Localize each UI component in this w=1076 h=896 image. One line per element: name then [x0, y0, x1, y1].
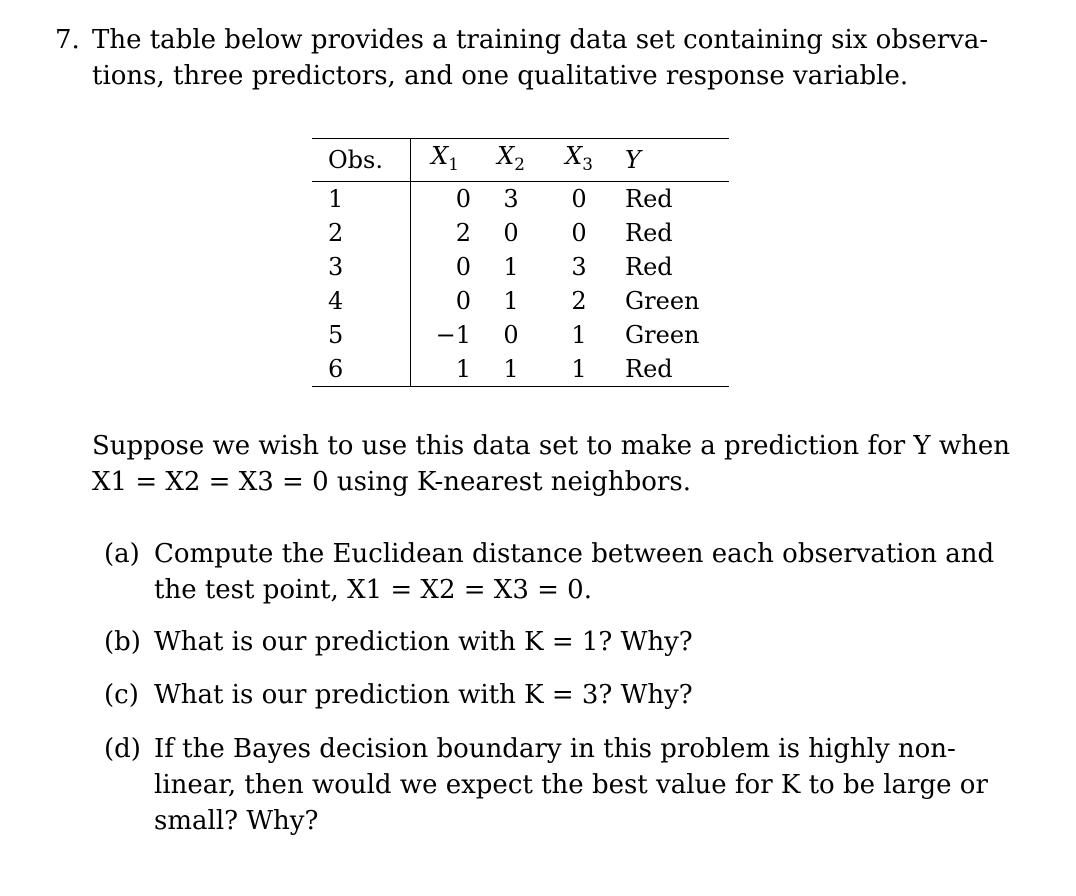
cell-x2: 0 — [503, 218, 519, 247]
table-header-row — [312, 139, 729, 182]
cell-x2: 1 — [503, 286, 519, 315]
cell-x1: 0 — [455, 184, 471, 213]
question-b-text — [154, 624, 693, 660]
cell-x3: 1 — [571, 354, 587, 383]
header-y: Y — [613, 139, 729, 182]
question-a-text — [154, 536, 994, 608]
table-row — [312, 250, 729, 284]
question-d-line-2: linear, then would we expect the best value for K to be large or — [154, 770, 988, 800]
cell-obs: 5 — [312, 318, 411, 352]
cell-x1: −1 — [435, 320, 471, 349]
question-d-line-1: If the Bayes decision boundary in this problem is highly non- — [154, 734, 956, 764]
cell-y: Red — [625, 252, 673, 281]
cell-x3: 2 — [571, 286, 587, 315]
cell-y: Green — [625, 286, 700, 315]
problem-intro — [92, 22, 989, 94]
table-row — [312, 318, 729, 352]
cell-obs: 3 — [312, 250, 411, 284]
cell-obs: 6 — [312, 352, 411, 387]
table-row — [312, 181, 729, 216]
table-row — [312, 352, 729, 387]
prediction-paragraph — [92, 428, 1010, 500]
question-a-label: (a) — [104, 539, 140, 569]
cell-obs: 4 — [312, 284, 411, 318]
cell-x2: 0 — [503, 320, 519, 349]
header-obs: Obs. — [312, 139, 411, 182]
question-b-line-1: What is our prediction with K = 1? Why? — [154, 627, 693, 657]
cell-x2: 1 — [503, 354, 519, 383]
question-b-label: (b) — [104, 627, 141, 657]
cell-y: Red — [625, 218, 673, 247]
cell-obs: 1 — [312, 181, 411, 216]
cell-x1: 0 — [455, 252, 471, 281]
cell-y: Red — [625, 354, 673, 383]
cell-x2: 1 — [503, 252, 519, 281]
question-c-text — [154, 677, 693, 713]
cell-x3: 1 — [571, 320, 587, 349]
header-x3: $X_3$ — [545, 139, 613, 182]
cell-x3: 0 — [571, 184, 587, 213]
cell-x3: 0 — [571, 218, 587, 247]
paragraph-line-2: X1 = X2 = X3 = 0 using K-nearest neighbors. — [92, 467, 691, 497]
paragraph-line-1: Suppose we wish to use this data set to make a prediction for Y when — [92, 431, 1010, 461]
cell-x2: 3 — [503, 184, 519, 213]
cell-x1: 1 — [455, 354, 471, 383]
intro-line-2: tions, three predictors, and one qualitative response variable. — [92, 61, 909, 91]
question-d-text — [154, 731, 988, 839]
table-row — [312, 216, 729, 250]
question-c-line-1: What is our prediction with K = 3? Why? — [154, 680, 693, 710]
table-row — [312, 284, 729, 318]
cell-x3: 3 — [571, 252, 587, 281]
question-d-label: (d) — [104, 734, 141, 764]
question-c-label: (c) — [104, 680, 139, 710]
cell-obs: 2 — [312, 216, 411, 250]
header-x1: $X_1$ — [411, 139, 478, 182]
intro-line-1: The table below provides a training data set containing six observa- — [92, 25, 989, 55]
problem-number: 7. — [55, 25, 80, 55]
question-a-line-1: Compute the Euclidean distance between each observation and — [154, 539, 995, 569]
training-data-table — [312, 138, 729, 387]
cell-x1: 2 — [455, 218, 471, 247]
cell-y: Red — [625, 184, 673, 213]
header-x2: $X_2$ — [477, 139, 545, 182]
cell-x1: 0 — [455, 286, 471, 315]
question-d-line-3: small? Why? — [154, 806, 319, 836]
question-a-line-2: the test point, X1 = X2 = X3 = 0. — [154, 575, 592, 605]
cell-y: Green — [625, 320, 700, 349]
